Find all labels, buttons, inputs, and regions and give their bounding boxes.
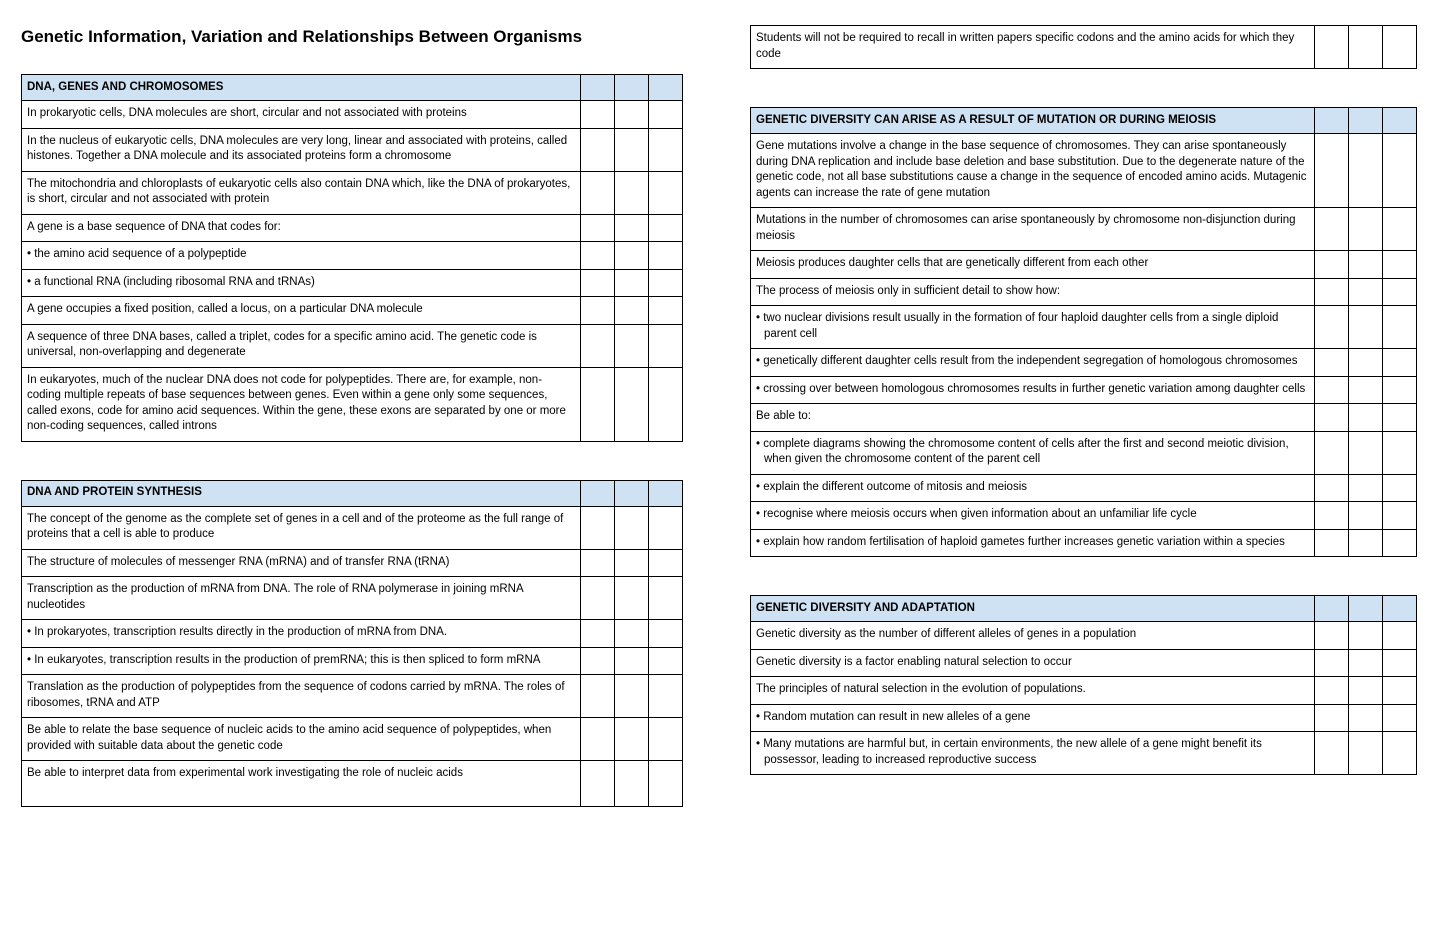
checklist-row xyxy=(22,269,683,297)
check-column-header-cell xyxy=(581,75,615,101)
row-text: • crossing over between homologous chromosomes results in further genetic variation among daughter cells xyxy=(751,376,1315,404)
row-text: • In prokaryotes, transcription results directly in the production of mRNA from DNA. xyxy=(22,620,581,648)
checklist-row xyxy=(22,101,683,129)
checklist-row xyxy=(751,349,1417,377)
check-cell-2[interactable] xyxy=(615,214,649,242)
check-cell-1[interactable] xyxy=(581,214,615,242)
check-cell-1[interactable] xyxy=(581,171,615,214)
row-text: In prokaryotic cells, DNA molecules are short, circular and not associated with proteins xyxy=(22,101,581,129)
check-cell-1[interactable] xyxy=(1315,306,1349,349)
check-cell-1[interactable] xyxy=(581,101,615,129)
check-cell-3[interactable] xyxy=(1383,732,1417,775)
row-text: In eukaryotes, much of the nuclear DNA does not code for polypeptides. There are, for example, non-coding multiple repeats of base sequences between genes. Even within a gene only some sequences, called exons, code for amino acid sequences. Within the gene, these exons are separated by one or more non-coding sequences, called introns xyxy=(22,367,581,441)
checklist-row xyxy=(751,208,1417,251)
check-cell-3[interactable] xyxy=(649,506,683,549)
check-cell-3[interactable] xyxy=(1383,278,1417,306)
check-column-header-cell xyxy=(1349,108,1383,134)
check-cell-2[interactable] xyxy=(615,367,649,441)
row-text: Gene mutations involve a change in the base sequence of chromosomes. They can arise spontaneously during DNA replication and include base deletion and base substitution. Due to the degenerate nature of the genetic code, not all base substitutions cause a change in the sequence of encoded amino acids. Mutagenic agents can increase the rate of gene mutation xyxy=(751,134,1315,208)
checklist-row xyxy=(751,306,1417,349)
check-cell-3[interactable] xyxy=(1383,502,1417,530)
row-text: Translation as the production of polypeptides from the sequence of codons carried by mRNA. The roles of ribosomes, tRNA and ATP xyxy=(22,675,581,718)
row-text: • genetically different daughter cells result from the independent segregation of homologous chromosomes xyxy=(751,349,1315,377)
check-cell-1[interactable] xyxy=(581,506,615,549)
check-cell-1[interactable] xyxy=(581,549,615,577)
section-header-row xyxy=(22,480,683,506)
check-cell-3[interactable] xyxy=(649,214,683,242)
check-cell-1[interactable] xyxy=(1315,502,1349,530)
check-cell-1[interactable] xyxy=(581,297,615,325)
check-column-header-cell xyxy=(1349,596,1383,622)
checklist-row xyxy=(751,622,1417,650)
check-cell-2[interactable] xyxy=(615,549,649,577)
check-cell-2[interactable] xyxy=(615,506,649,549)
check-cell-2[interactable] xyxy=(1349,349,1383,377)
row-text: A gene occupies a fixed position, called a locus, on a particular DNA molecule xyxy=(22,297,581,325)
check-cell-2[interactable] xyxy=(615,242,649,270)
check-column-header-cell xyxy=(581,480,615,506)
check-cell-2[interactable] xyxy=(1349,704,1383,732)
check-cell-2[interactable] xyxy=(1349,431,1383,474)
check-cell-3[interactable] xyxy=(1383,529,1417,557)
check-cell-1[interactable] xyxy=(1315,431,1349,474)
check-cell-1[interactable] xyxy=(1315,677,1349,705)
check-cell-2[interactable] xyxy=(615,171,649,214)
check-cell-3[interactable] xyxy=(649,549,683,577)
check-cell-2[interactable] xyxy=(1349,26,1383,69)
checklist-table-dna-and-protein-synthesis xyxy=(21,480,683,808)
check-cell-3[interactable] xyxy=(649,620,683,648)
check-cell-1[interactable] xyxy=(581,761,615,807)
check-cell-3[interactable] xyxy=(649,367,683,441)
check-cell-3[interactable] xyxy=(649,101,683,129)
checklist-row xyxy=(751,474,1417,502)
table-codons-note xyxy=(750,25,1417,69)
check-cell-3[interactable] xyxy=(1383,376,1417,404)
check-cell-1[interactable] xyxy=(581,128,615,171)
checklist-row xyxy=(751,26,1417,69)
checklist-row xyxy=(751,404,1417,432)
check-cell-2[interactable] xyxy=(615,269,649,297)
check-cell-3[interactable] xyxy=(1383,622,1417,650)
row-text: Be able to relate the base sequence of nucleic acids to the amino acid sequence of polypeptides, when provided with suitable data about the genetic code xyxy=(22,718,581,761)
left-column xyxy=(21,27,683,807)
check-cell-3[interactable] xyxy=(649,675,683,718)
check-cell-1[interactable] xyxy=(581,324,615,367)
checklist-row xyxy=(751,278,1417,306)
check-column-header-cell xyxy=(1315,108,1349,134)
row-text: Students will not be required to recall in written papers specific codons and the amino acids for which they code xyxy=(751,26,1315,69)
check-cell-1[interactable] xyxy=(1315,474,1349,502)
checklist-row xyxy=(22,549,683,577)
checklist-table-codons-note xyxy=(750,25,1417,69)
checklist-row xyxy=(22,297,683,325)
check-cell-2[interactable] xyxy=(615,577,649,620)
check-cell-1[interactable] xyxy=(581,620,615,648)
check-cell-2[interactable] xyxy=(615,620,649,648)
checklist-row xyxy=(22,577,683,620)
row-text: In the nucleus of eukaryotic cells, DNA molecules are very long, linear and associated with proteins, called histones. Together a DNA molecule and its associated proteins form a chromosome xyxy=(22,128,581,171)
check-column-header-cell xyxy=(649,480,683,506)
check-cell-1[interactable] xyxy=(1315,208,1349,251)
row-text: A gene is a base sequence of DNA that codes for: xyxy=(22,214,581,242)
check-column-header-cell xyxy=(615,75,649,101)
check-column-header-cell xyxy=(649,75,683,101)
check-cell-1[interactable] xyxy=(1315,251,1349,279)
check-cell-2[interactable] xyxy=(615,297,649,325)
check-cell-2[interactable] xyxy=(1349,404,1383,432)
row-text: • recognise where meiosis occurs when given information about an unfamiliar life cycle xyxy=(751,502,1315,530)
check-cell-2[interactable] xyxy=(1349,474,1383,502)
check-cell-1[interactable] xyxy=(581,577,615,620)
table-genetic-diversity-and-adaptation xyxy=(750,595,1417,775)
check-cell-2[interactable] xyxy=(1349,376,1383,404)
checklist-row xyxy=(751,649,1417,677)
check-cell-1[interactable] xyxy=(581,242,615,270)
row-text: The concept of the genome as the complete set of genes in a cell and of the proteome as the full range of proteins that a cell is able to produce xyxy=(22,506,581,549)
check-cell-2[interactable] xyxy=(615,647,649,675)
table-dna-and-protein-synthesis xyxy=(21,480,683,808)
row-text: • Many mutations are harmful but, in certain environments, the new allele of a gene might benefit its possessor, leading to increased reproductive success xyxy=(751,732,1315,775)
checklist-row xyxy=(751,431,1417,474)
checklist-table-dna-genes-and-chromosomes xyxy=(21,74,683,442)
check-cell-3[interactable] xyxy=(649,128,683,171)
check-cell-3[interactable] xyxy=(1383,704,1417,732)
checklist-table-genetic-diversity-and-adaptation xyxy=(750,595,1417,775)
check-cell-2[interactable] xyxy=(615,718,649,761)
section-header-row xyxy=(751,596,1417,622)
check-cell-2[interactable] xyxy=(615,101,649,129)
check-cell-3[interactable] xyxy=(649,647,683,675)
section-header-row xyxy=(22,75,683,101)
check-column-header-cell xyxy=(1315,596,1349,622)
check-cell-2[interactable] xyxy=(615,761,649,807)
check-cell-1[interactable] xyxy=(1315,732,1349,775)
check-cell-1[interactable] xyxy=(1315,26,1349,69)
check-cell-3[interactable] xyxy=(1383,208,1417,251)
checklist-row xyxy=(22,506,683,549)
check-cell-1[interactable] xyxy=(1315,649,1349,677)
row-text: • complete diagrams showing the chromosome content of cells after the first and second meiotic division, when given the chromosome content of the parent cell xyxy=(751,431,1315,474)
check-cell-2[interactable] xyxy=(1349,134,1383,208)
row-text: The process of meiosis only in sufficient detail to show how: xyxy=(751,278,1315,306)
checklist-row xyxy=(22,242,683,270)
check-cell-3[interactable] xyxy=(1383,649,1417,677)
checklist-row xyxy=(22,324,683,367)
row-text: Be able to interpret data from experimental work investigating the role of nucleic acids xyxy=(22,761,581,807)
check-cell-2[interactable] xyxy=(1349,306,1383,349)
check-cell-3[interactable] xyxy=(649,269,683,297)
right-column xyxy=(750,25,1417,775)
check-cell-2[interactable] xyxy=(1349,208,1383,251)
check-cell-1[interactable] xyxy=(1315,349,1349,377)
check-cell-1[interactable] xyxy=(1315,404,1349,432)
page-title: Genetic Information, Variation and Relationships Between Organisms xyxy=(21,27,583,46)
checklist-row xyxy=(751,704,1417,732)
check-cell-2[interactable] xyxy=(1349,529,1383,557)
check-cell-1[interactable] xyxy=(581,647,615,675)
check-cell-1[interactable] xyxy=(1315,278,1349,306)
check-cell-2[interactable] xyxy=(615,675,649,718)
checklist-row xyxy=(22,647,683,675)
checklist-row xyxy=(751,732,1417,775)
section-header-title: GENETIC DIVERSITY CAN ARISE AS A RESULT OF MUTATION OR DURING MEIOSIS xyxy=(751,108,1315,134)
row-text: • two nuclear divisions result usually in the formation of four haploid daughter cells from a single diploid parent cell xyxy=(751,306,1315,349)
check-cell-2[interactable] xyxy=(1349,732,1383,775)
check-column-header-cell xyxy=(1383,596,1417,622)
check-cell-1[interactable] xyxy=(581,675,615,718)
check-cell-3[interactable] xyxy=(1383,134,1417,208)
check-cell-3[interactable] xyxy=(649,577,683,620)
check-cell-2[interactable] xyxy=(1349,622,1383,650)
check-cell-2[interactable] xyxy=(1349,278,1383,306)
check-cell-2[interactable] xyxy=(615,324,649,367)
check-cell-2[interactable] xyxy=(615,128,649,171)
checklist-row xyxy=(22,128,683,171)
check-cell-3[interactable] xyxy=(649,761,683,807)
row-text: Meiosis produces daughter cells that are genetically different from each other xyxy=(751,251,1315,279)
table-dna-genes-and-chromosomes xyxy=(21,74,683,442)
check-cell-3[interactable] xyxy=(1383,306,1417,349)
checklist-row xyxy=(22,171,683,214)
check-cell-1[interactable] xyxy=(581,367,615,441)
checklist-row xyxy=(751,529,1417,557)
check-cell-1[interactable] xyxy=(1315,529,1349,557)
check-cell-2[interactable] xyxy=(1349,251,1383,279)
row-text: The structure of molecules of messenger RNA (mRNA) and of transfer RNA (tRNA) xyxy=(22,549,581,577)
row-text: Genetic diversity is a factor enabling natural selection to occur xyxy=(751,649,1315,677)
section-header-row xyxy=(751,108,1417,134)
check-cell-3[interactable] xyxy=(649,297,683,325)
row-text: Mutations in the number of chromosomes can arise spontaneously by chromosome non-disjunction during meiosis xyxy=(751,208,1315,251)
table-genetic-diversity-mutation-meiosis xyxy=(750,107,1417,557)
check-cell-3[interactable] xyxy=(1383,349,1417,377)
row-text: • a functional RNA (including ribosomal RNA and tRNAs) xyxy=(22,269,581,297)
checklist-row xyxy=(22,675,683,718)
row-text: Be able to: xyxy=(751,404,1315,432)
row-text: The principles of natural selection in the evolution of populations. xyxy=(751,677,1315,705)
checklist-row xyxy=(22,761,683,807)
row-text: Genetic diversity as the number of different alleles of genes in a population xyxy=(751,622,1315,650)
checklist-row xyxy=(751,251,1417,279)
checklist-row xyxy=(751,134,1417,208)
checklist-row xyxy=(751,677,1417,705)
check-cell-3[interactable] xyxy=(649,242,683,270)
row-text: • explain how random fertilisation of haploid gametes further increases genetic variation within a species xyxy=(751,529,1315,557)
row-text: • Random mutation can result in new alleles of a gene xyxy=(751,704,1315,732)
check-cell-2[interactable] xyxy=(1349,677,1383,705)
section-header-title: DNA AND PROTEIN SYNTHESIS xyxy=(22,480,581,506)
section-header-title: GENETIC DIVERSITY AND ADAPTATION xyxy=(751,596,1315,622)
check-cell-3[interactable] xyxy=(1383,431,1417,474)
checklist-table-genetic-diversity-mutation-meiosis xyxy=(750,107,1417,557)
checklist-row xyxy=(751,376,1417,404)
check-cell-2[interactable] xyxy=(1349,502,1383,530)
check-cell-1[interactable] xyxy=(1315,134,1349,208)
row-text: The mitochondria and chloroplasts of eukaryotic cells also contain DNA which, like the DNA of prokaryotes, is short, circular and not associated with protein xyxy=(22,171,581,214)
check-column-header-cell xyxy=(615,480,649,506)
checklist-row xyxy=(751,502,1417,530)
row-text: Transcription as the production of mRNA from DNA. The role of RNA polymerase in joining mRNA nucleotides xyxy=(22,577,581,620)
check-cell-1[interactable] xyxy=(581,718,615,761)
check-cell-1[interactable] xyxy=(1315,622,1349,650)
check-cell-3[interactable] xyxy=(1383,26,1417,69)
check-cell-3[interactable] xyxy=(1383,474,1417,502)
check-cell-2[interactable] xyxy=(1349,649,1383,677)
check-cell-1[interactable] xyxy=(581,269,615,297)
check-cell-3[interactable] xyxy=(649,718,683,761)
check-cell-3[interactable] xyxy=(1383,404,1417,432)
checklist-row xyxy=(22,718,683,761)
row-text: • explain the different outcome of mitosis and meiosis xyxy=(751,474,1315,502)
check-cell-3[interactable] xyxy=(649,324,683,367)
check-cell-3[interactable] xyxy=(649,171,683,214)
row-text: A sequence of three DNA bases, called a triplet, codes for a specific amino acid. The genetic code is universal, non-overlapping and degenerate xyxy=(22,324,581,367)
check-cell-1[interactable] xyxy=(1315,704,1349,732)
check-column-header-cell xyxy=(1383,108,1417,134)
check-cell-1[interactable] xyxy=(1315,376,1349,404)
row-text: • In eukaryotes, transcription results in the production of premRNA; this is then spliced to form mRNA xyxy=(22,647,581,675)
check-cell-3[interactable] xyxy=(1383,677,1417,705)
checklist-row xyxy=(22,620,683,648)
section-header-title: DNA, GENES AND CHROMOSOMES xyxy=(22,75,581,101)
checklist-row xyxy=(22,214,683,242)
checklist-row xyxy=(22,367,683,441)
check-cell-3[interactable] xyxy=(1383,251,1417,279)
row-text: • the amino acid sequence of a polypeptide xyxy=(22,242,581,270)
